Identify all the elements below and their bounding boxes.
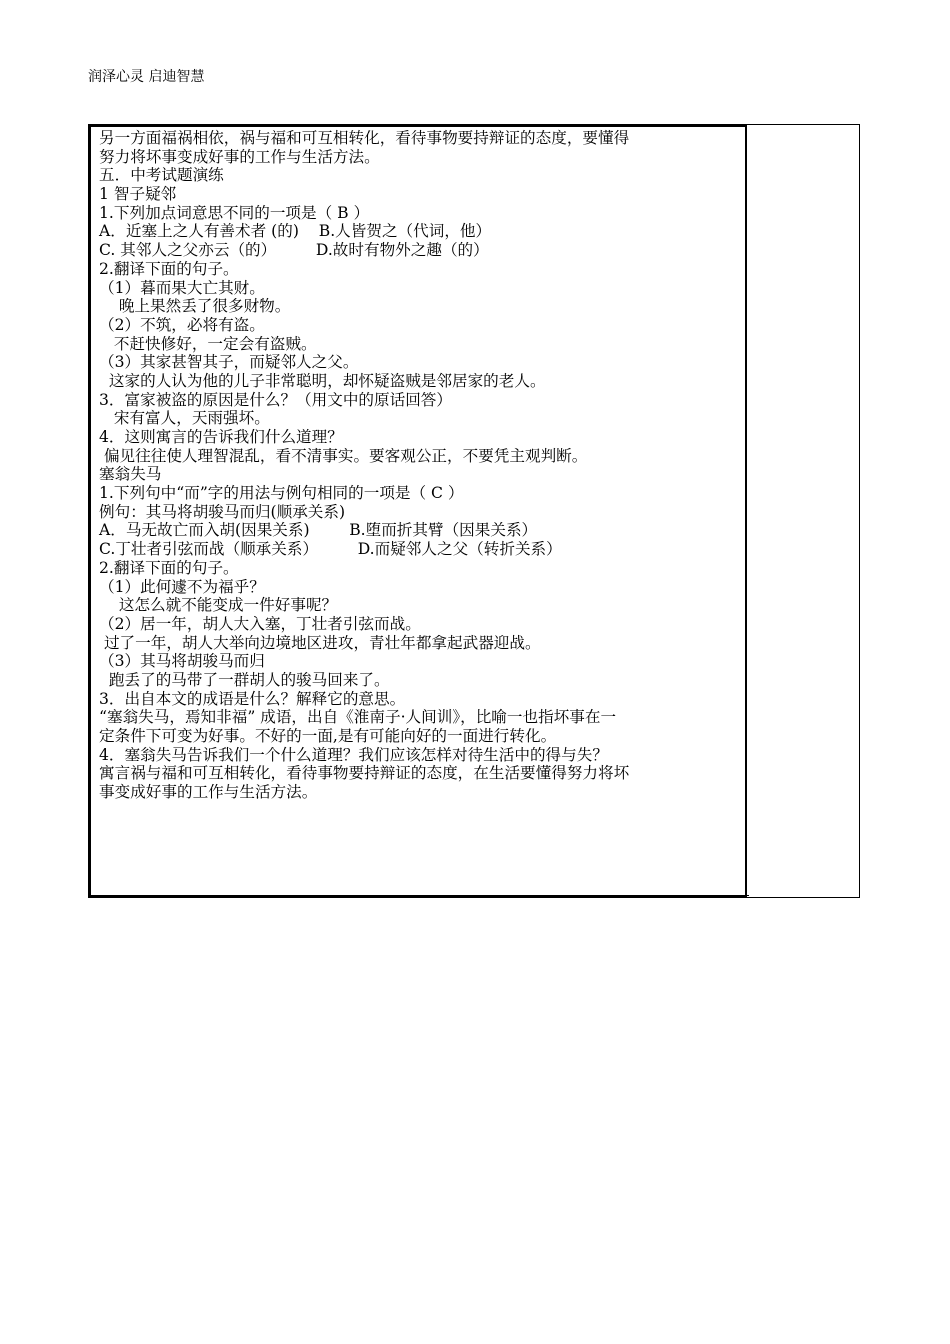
text-line: 寓言祸与福和可互相转化，看待事物要持辩证的态度，在生活要懂得努力将坏 <box>99 764 630 783</box>
content-table <box>88 124 860 898</box>
text-line: 五．中考试题演练 <box>99 166 224 185</box>
text-line: （1）此何遽不为福乎？ <box>99 577 265 596</box>
text-line: 跑丢了的马带了一群胡人的骏马回来了。 <box>99 670 390 689</box>
text-line: （3）其马将胡骏马而归 <box>99 652 265 671</box>
text-line: A．马无故亡而入胡(因果关系) B.堕而折其臂（因果关系） <box>99 521 538 540</box>
text-line: 2.翻译下面的句子。 <box>99 259 239 278</box>
text-line: 2.翻译下面的句子。 <box>99 558 239 577</box>
text-line: 3．富家被盗的原因是什么？（用文中的原话回答） <box>99 390 452 409</box>
text-line: 晚上果然丢了很多财物。 <box>99 297 291 316</box>
page-header: 润泽心灵 启迪智慧 <box>88 69 205 85</box>
text-line: （2）居一年，胡人大入塞，丁壮者引弦而战。 <box>99 614 421 633</box>
text-line: “塞翁失马，焉知非福” 成语，出自《淮南子·人间训》，比喻一也指坏事在一 <box>99 708 617 727</box>
text-line: 宋有富人，天雨强坏。 <box>99 409 270 428</box>
text-line: 这怎么就不能变成一件好事呢？ <box>99 596 338 615</box>
text-line: A．近塞上之人有善术者 (的) B.人皆贺之（代词，他） <box>99 222 492 241</box>
main-cell <box>89 125 747 897</box>
text-line: 定条件下可变为好事。不好的一面,是有可能向好的一面进行转化。 <box>99 727 557 745</box>
text-line: 另一方面福祸相依，祸与福和可互相转化，看待事物要持辩证的态度，要懂得 <box>99 129 630 147</box>
text-line: 塞翁失马 <box>99 465 162 484</box>
text-line: 4．塞翁失马告诉我们一个什么道理？我们应该怎样对待生活中的得与失？ <box>99 745 608 764</box>
text-line: （2）不筑，必将有盗。 <box>99 315 265 334</box>
text-line: 努力将坏事变成好事的工作与生活方法。 <box>99 147 380 166</box>
text-line: 事变成好事的工作与生活方法。 <box>99 783 318 802</box>
text-line: （3）其家甚智其子，而疑邻人之父。 <box>99 353 359 372</box>
text-line: 这家的人认为他的儿子非常聪明，却怀疑盗贼是邻居家的老人。 <box>99 371 546 390</box>
text-line: 过了一年，胡人大举向边境地区进攻，青壮年都拿起武器迎战。 <box>99 633 541 652</box>
text-line: C. 其邻人之父亦云（的） D.故时有物外之趣（的） <box>99 241 489 260</box>
side-cell <box>747 125 859 897</box>
text-line: 不赶快修好，一定会有盗贼。 <box>99 334 317 353</box>
text-line: 1 智子疑邻 <box>99 185 177 204</box>
table-bottom-line <box>91 895 749 896</box>
text-line: 4．这则寓言的告诉我们什么道理？ <box>99 428 343 446</box>
text-line: 偏见往往使人理智混乱，看不清事实。要客观公正，不要凭主观判断。 <box>99 446 588 465</box>
text-line: 例句：其马将胡骏马而归(顺承关系) <box>99 502 346 521</box>
main-text <box>99 129 743 802</box>
text-line: （1）暮而果大亡其财。 <box>99 278 265 297</box>
text-line: 3．出自本文的成语是什么？解释它的意思。 <box>99 689 406 708</box>
text-line: 1.下列加点词意思不同的一项是（ B ） <box>99 203 370 222</box>
text-line: C.丁壮者引弦而战（顺承关系） D.而疑邻人之父（转折关系） <box>99 540 562 559</box>
text-line: 1.下列句中“而”字的用法与例句相同的一项是（ C ） <box>99 484 464 503</box>
